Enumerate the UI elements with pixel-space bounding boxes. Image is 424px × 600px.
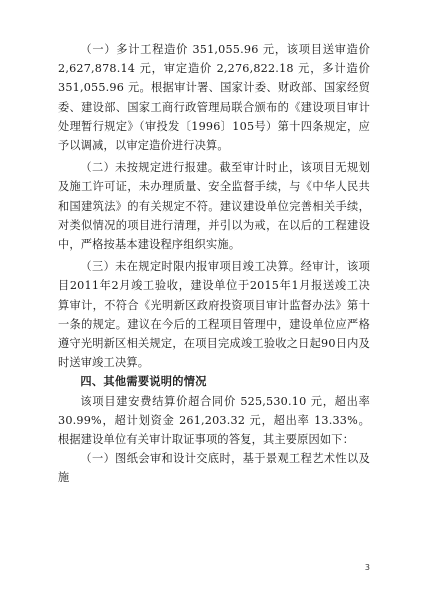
paragraph-no-permit: （二）未按规定进行报建。截至审计时止，该项目无规划及施工许可证，未办理质量、安全监督手续，与《中华人民共和国建筑法》的有关规定不符。建议建设单位完善相关手续，对类似情况的项目进行清理，并引以为戒，在以后的工程建设中，严格按基本建设程序组织实施。 (58, 161, 370, 252)
document-body (58, 40, 370, 488)
paragraph-over-budget: 该项目建安费结算价超合同价 525,530.10 元，超出率 30.99%，超计划资金 261,203.32 元，超出率 13.33%。根据建设单位有关审计取证事项的答复，其主要原因如下： (58, 394, 370, 447)
section-heading: 四、其他需要说明的情况 (80, 375, 207, 389)
paragraph-overstated-cost: （一）多计工程造价 351,055.96 元，该项目送审造价 2,627,878.14 元，审定造价 2,276,822.18 元，多计造价 351,055.96 元。根据审计署、国家计委、财政部、国家经贸委、建设部、国家工商行政管理局联合颁布的《建设项目审计处理暂行规定》（审投发〔1996〕105号）第十四条规定，应予以调减，以审定造价进行决算。 (58, 43, 370, 153)
paragraph-late-settlement: （三）未在规定时限内报审项目竣工决算。经审计，该项目2011年2月竣工验收，建设单位于2015年1月报送竣工决算审计，不符合《光明新区政府投资项目审计监督办法》第十一条的规定。建议在今后的工程项目管理中，建设单位应严格遵守光明新区相关规定，在项目完成竣工验收之日起90日内及时送审竣工决算。 (58, 260, 370, 370)
paragraph-reason-one: （一）图纸会审和设计交底时，基于景观工程艺术性以及施 (58, 452, 370, 485)
page-number: 3 (364, 563, 370, 572)
